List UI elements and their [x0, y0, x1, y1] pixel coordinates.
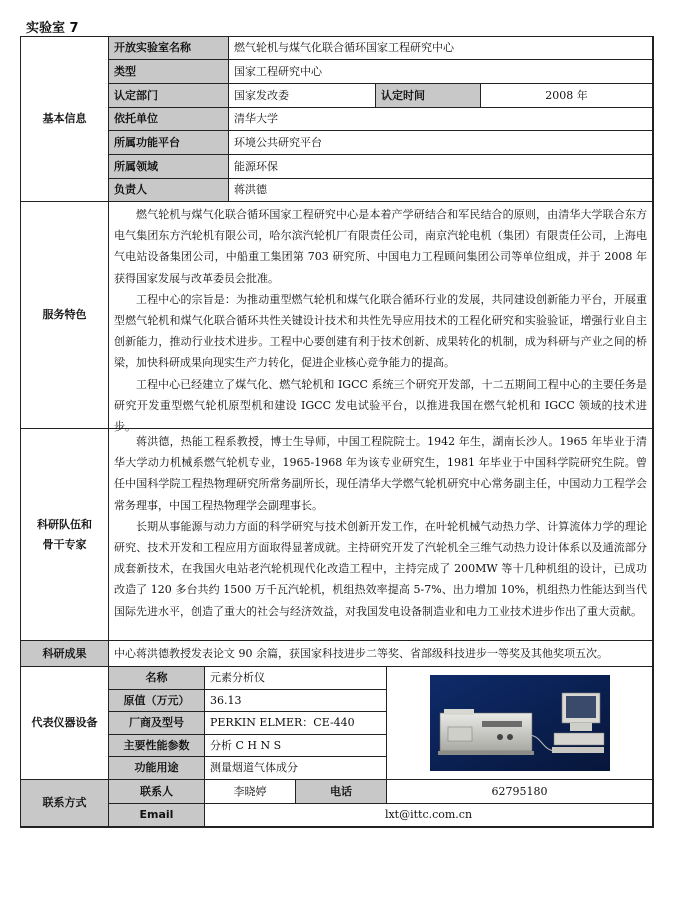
- label-certified-time: 认定时间: [376, 84, 481, 108]
- label-email: Email: [109, 804, 205, 827]
- value-platform: 环境公共研究平台: [229, 131, 653, 155]
- label-main-params: 主要性能参数: [109, 735, 205, 757]
- value-main-params: 分析 C H N S: [205, 735, 387, 757]
- label-manufacturer-model: 厂商及型号: [109, 712, 205, 735]
- label-lab-name: 开放实验室名称: [109, 37, 229, 60]
- value-director: 蒋洪德: [229, 179, 653, 202]
- team-description: [109, 429, 653, 641]
- value-certified-time: 2008 年: [481, 84, 653, 108]
- value-manufacturer-model: PERKIN ELMER：CE-440: [205, 712, 387, 735]
- team-label-line1: 科研队伍和: [37, 517, 92, 531]
- service-description: [109, 202, 653, 434]
- label-instrument-value: 原值（万元）: [109, 690, 205, 712]
- label-function: 功能用途: [109, 757, 205, 780]
- value-type: 国家工程研究中心: [229, 60, 653, 84]
- value-host-unit: 清华大学: [229, 108, 653, 131]
- label-platform: 所属功能平台: [109, 131, 229, 155]
- service-paragraph: 燃气轮机与煤气化联合循环国家工程研究中心是本着产学研结合和军民结合的原则，由清华大学联合东方电气集团东方汽轮机有限公司，哈尔滨汽轮机厂有限责任公司，南京汽轮电机（集团）有限责任公司，上海电气电站设备集团公司，中船重工集团第 703 研究所、中国电力工程顾问集团公司等单位组成，并于 2008 年获得国家发展与改革委员会批准。: [114, 208, 647, 285]
- instrument-photo-image: [430, 675, 610, 771]
- team-paragraph: 长期从事能源与动力方面的科学研究与技术创新开发工作，在叶轮机械气动热力学、计算流体力学的理论研究、技术开发和工程应用方面取得显著成就。主持研究开发了汽轮机全三维气动热力设计体系以及通流部分成套新技术，在我国火电站老汽轮机现代化改造工程中，主持完成了 200MW 等十几种机组的设计，已成功改造了 120 多台共约 1500 万千瓦汽轮机，机组热效率提高 5-7%、出力增加 10%，机组热力性能达到当代国际先进水平，创造了重大的社会与经济效益，对我国发电设备制造业和电力工业技术进步作出了重大贡献。: [114, 519, 647, 618]
- label-certifying-dept: 认定部门: [109, 84, 229, 108]
- value-field: 能源环保: [229, 155, 653, 179]
- results-text: 中心蒋洪德教授发表论文 90 余篇，获国家科技进步二等奖、省部级科技进步一等奖及其他奖项五次。: [109, 641, 653, 667]
- label-host-unit: 依托单位: [109, 108, 229, 131]
- service-paragraph: 工程中心已经建立了煤气化、燃气轮机和 IGCC 系统三个研究开发部，十二五期间工程中心的主要任务是研究开发重型燃气轮机原型机和建设 IGCC 发电试验平台，以推进我国在燃气轮机和 IGCC 领域的技术进步。: [114, 377, 647, 434]
- label-contact-person: 联系人: [109, 780, 205, 804]
- value-certifying-dept: 国家发改委: [229, 84, 376, 108]
- value-email[interactable]: lxt@ittc.com.cn: [205, 804, 653, 827]
- label-instrument-name: 名称: [109, 667, 205, 690]
- value-function: 测量烟道气体成分: [205, 757, 387, 780]
- value-lab-name: 燃气轮机与煤气化联合循环国家工程研究中心: [229, 37, 653, 60]
- label-phone: 电话: [296, 780, 387, 804]
- instrument-photo: [387, 667, 653, 780]
- section-label-contact: 联系方式: [21, 780, 109, 827]
- value-instrument-value: 36.13: [205, 690, 387, 712]
- value-instrument-name: 元素分析仪: [205, 667, 387, 690]
- page-title: 实验室 7: [26, 21, 79, 36]
- section-label-basic-info: 基本信息: [21, 37, 109, 202]
- team-label-line2: 骨干专家: [42, 537, 87, 551]
- section-label-team: [21, 429, 109, 641]
- team-paragraph: 蒋洪德，热能工程系教授，博士生导师，中国工程院院士。1942 年生，湖南长沙人。1965 年毕业于清华大学动力机械系燃气轮机专业，1965-1968 年为该专业研究生，1981 年毕业于中国科学院研究生院。曾任中国科学院工程热物理研究所常务副所长，现任清华大学燃气轮机研究中心常务副主任，中国动力工程学会常务理事，中国工程热物理学会副理事长。: [114, 435, 647, 512]
- label-field: 所属领域: [109, 155, 229, 179]
- service-paragraph: 工程中心的宗旨是：为推动重型燃气轮机和煤气化联合循环行业的发展，共同建设创新能力平台，开展重型燃气轮机和煤气化联合循环共性关键设计技术和共性先导应用技术的工程化研究和实验验证，增强行业自主创新能力，推动行业技术进步。工程中心要创建有利于技术创新、成果转化的机制，成为科研与产业之间的桥梁，加快科研成果向现实生产力转化，促进企业核心竞争能力的提高。: [114, 292, 647, 370]
- value-contact-person: 李晓婷: [205, 780, 296, 804]
- value-phone: 62795180: [387, 780, 653, 804]
- lab-info-table: [20, 36, 654, 828]
- label-director: 负责人: [109, 179, 229, 202]
- label-type: 类型: [109, 60, 229, 84]
- section-label-results: 科研成果: [21, 641, 109, 667]
- section-label-instrument: 代表仪器设备: [21, 667, 109, 780]
- section-label-service: 服务特色: [21, 202, 109, 429]
